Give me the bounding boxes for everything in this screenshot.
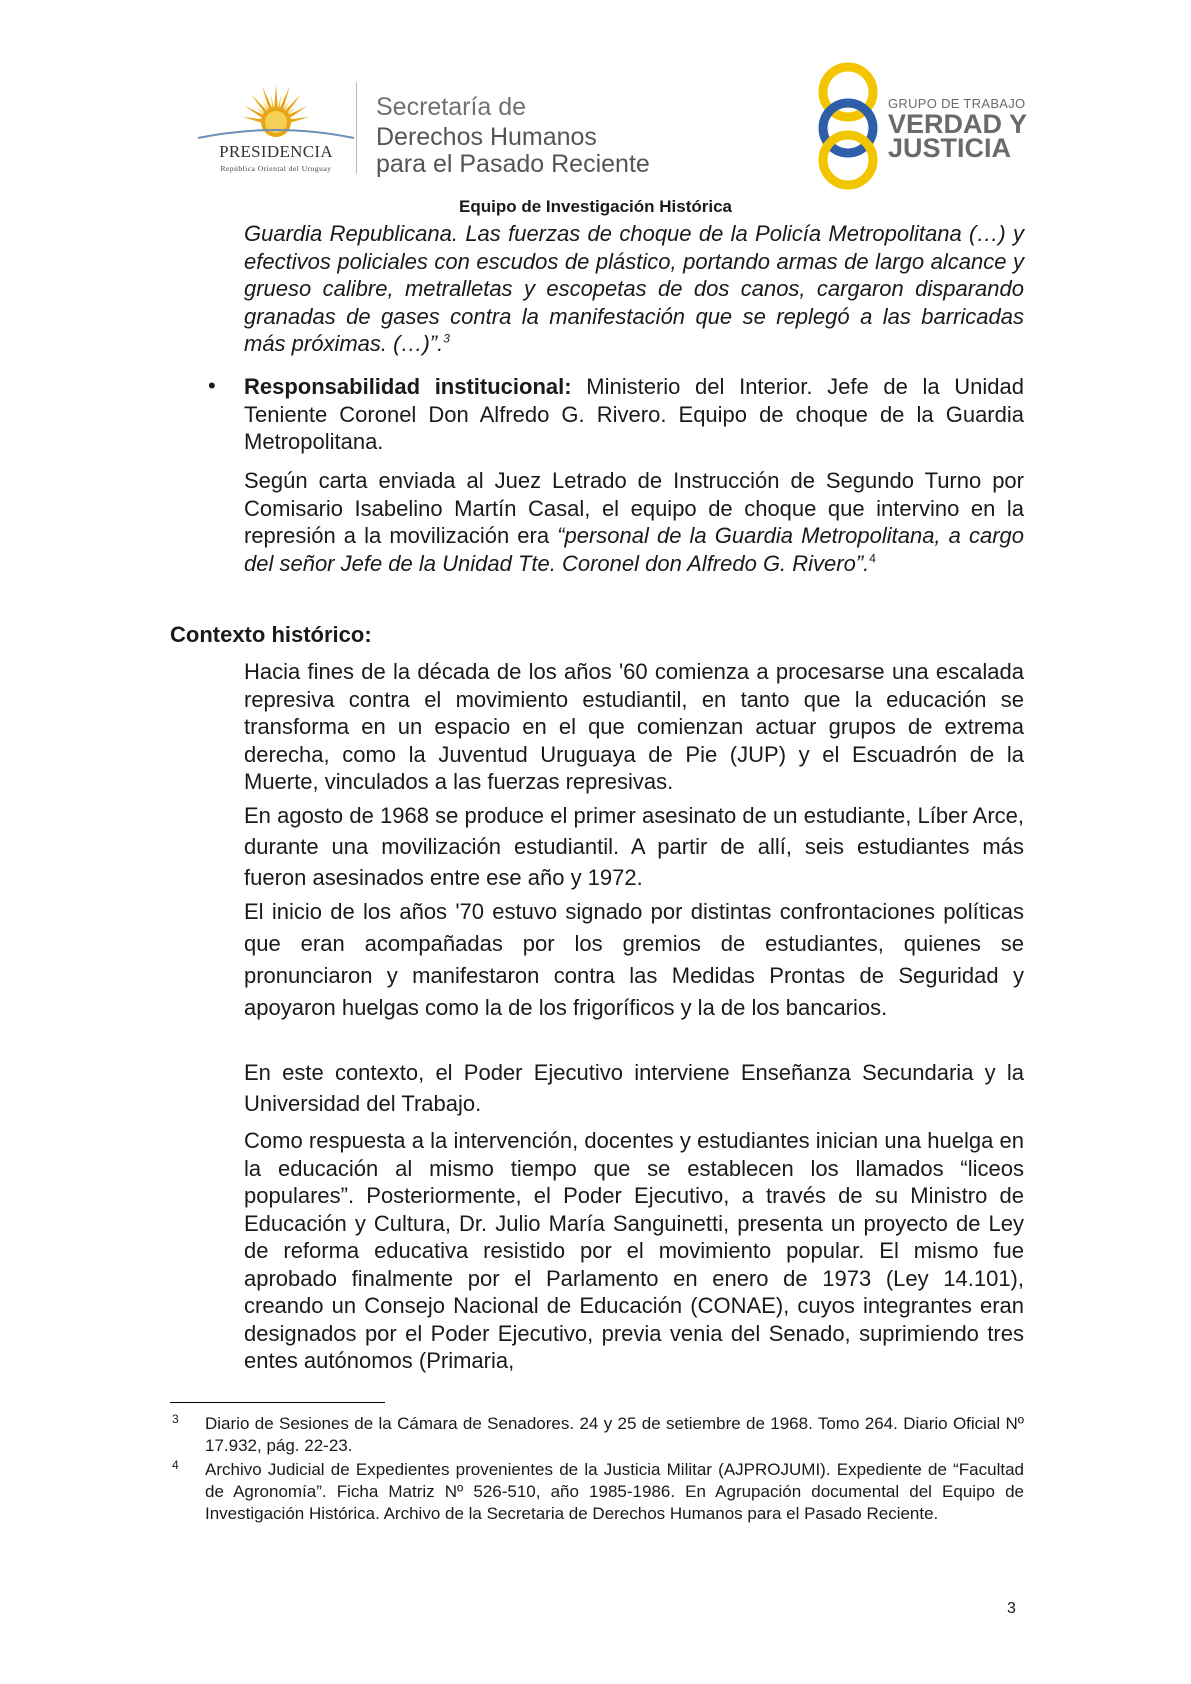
quote-text: Guardia Republicana. Las fuerzas de choque de la Policía Metropolitana (…) y efectivos policiales con escudos de plástico, portando armas de largo alcance y grueso calibre, metralletas y escopetas de dos canos, cargaron disparando granadas de gases contra la manifestación que se replegó a las barricadas más próximas. (…)”. (244, 221, 1024, 356)
secretaria-line1: Secretaría de (376, 93, 527, 121)
responsabilidad-paragraph (244, 373, 1024, 456)
responsabilidad-text: Ministerio del Interior. Jefe de la Unidad Teniente Coronel Don Alfredo G. Rivero. Equipo de choque de la Guardia Metropolitana. (244, 374, 1024, 454)
footnote-ref-4: 4 (869, 551, 876, 566)
bullet-marker: • (208, 373, 216, 398)
quote-continued (244, 220, 1024, 358)
footnote-text: Archivo Judicial de Expedientes provenientes de la Justicia Militar (AJPROJUMI). Expediente de “Facultad de Agronomía”. Ficha Matriz Nº 526-510, año 1985-1986. En Agrupación documental del Equipo de Investigación Histórica. Archivo de la Secretaria de Derechos Humanos para el Pasado Reciente. (205, 1460, 1024, 1523)
sun-emblem-icon (196, 82, 356, 146)
context-heading: Contexto histórico: (170, 622, 372, 647)
footnote-text: Diario de Sesiones de la Cámara de Senadores. 24 y 25 de setiembre de 1968. Tomo 264. Diario Oficial Nº 17.932, pág. 22-23. (205, 1414, 1024, 1455)
grupo-line2: VERDAD Y (888, 109, 1028, 139)
context-paragraph-3: El inicio de los años '70 estuvo signado por distintas confrontaciones políticas que eran acompañadas por los gremios de estudiantes, quienes se pronunciaron y manifestaron contra las Medidas Prontas de Seguridad y apoyaron huelgas como la de los frigoríficos y la de los bancarios. (244, 899, 1024, 1020)
grupo-line3: JUSTICIA (888, 133, 1012, 163)
carta-paragraph (244, 467, 1024, 577)
linked-rings-icon (808, 62, 888, 190)
footnote-number: 4 (172, 1458, 179, 1472)
responsabilidad-label: Responsabilidad institucional: (244, 374, 572, 399)
presidencia-name: PRESIDENCIA (219, 142, 333, 161)
context-paragraph-4: En este contexto, el Poder Ejecutivo interviene Enseñanza Secundaria y la Universidad del Trabajo. (244, 1060, 1024, 1116)
context-paragraph-1: Hacia fines de la década de los años '60 comienza a procesarse una escalada represiva contra el movimiento estudiantil, en tanto que la educación se transforma en un espacio en el que comienzan actuar grupos de extrema derecha, como la Juventud Uruguaya de Pie (JUP) y el Escuadrón de la Muerte, vinculados a las fuerzas represivas. (244, 659, 1024, 794)
page-header (0, 0, 1191, 216)
grupo-line1: GRUPO DE TRABAJO (888, 96, 1026, 111)
context-paragraph-2: En agosto de 1968 se produce el primer asesinato de un estudiante, Líber Arce, durante una movilización estudiantil. A partir de allí, seis estudiantes más fueron asesinados entre ese año y 1972. (244, 803, 1024, 890)
footnote-number: 3 (172, 1412, 179, 1426)
secretaria-line2: Derechos Humanos (376, 123, 597, 151)
carta-text: Según carta enviada al Juez Letrado de Instrucción de Segundo Turno por Comisario Isabelino Martín Casal, el equipo de choque que intervino en la represión a la movilización era (244, 468, 1024, 548)
carta-quote: “personal de la Guardia Metropolitana, a cargo del señor Jefe de la Unidad Tte. Coronel don Alfredo G. Rivero”. (244, 523, 1024, 576)
presidencia-logo (196, 82, 356, 178)
secretaria-line3: para el Pasado Reciente (376, 150, 650, 178)
presidencia-subtitle: República Oriental del Uruguay (220, 164, 332, 173)
page-number: 3 (1007, 1600, 1016, 1617)
footnote-ref-3: 3 (443, 331, 450, 346)
team-title: Equipo de Investigación Histórica (459, 197, 732, 216)
header-divider (356, 82, 357, 174)
footnote-separator (170, 1402, 385, 1403)
context-paragraph-5: Como respuesta a la intervención, docentes y estudiantes inician una huelga en la educación al mismo tiempo que se establecen los llamados “liceos populares”. Posteriormente, el Poder Ejecutivo, a través de su Ministro de Educación y Cultura, Dr. Julio María Sanguinetti, presenta un proyecto de Ley de reforma educativa resistido por el movimiento popular. El mismo fue aprobado finalmente por el Parlamento en enero de 1973 (Ley 14.101), creando un Consejo Nacional de Educación (CONAE), cuyos integrantes eran designados por el Poder Ejecutivo, previa venia del Senado, suprimiendo tres entes autónomos (Primaria, (244, 1128, 1024, 1373)
